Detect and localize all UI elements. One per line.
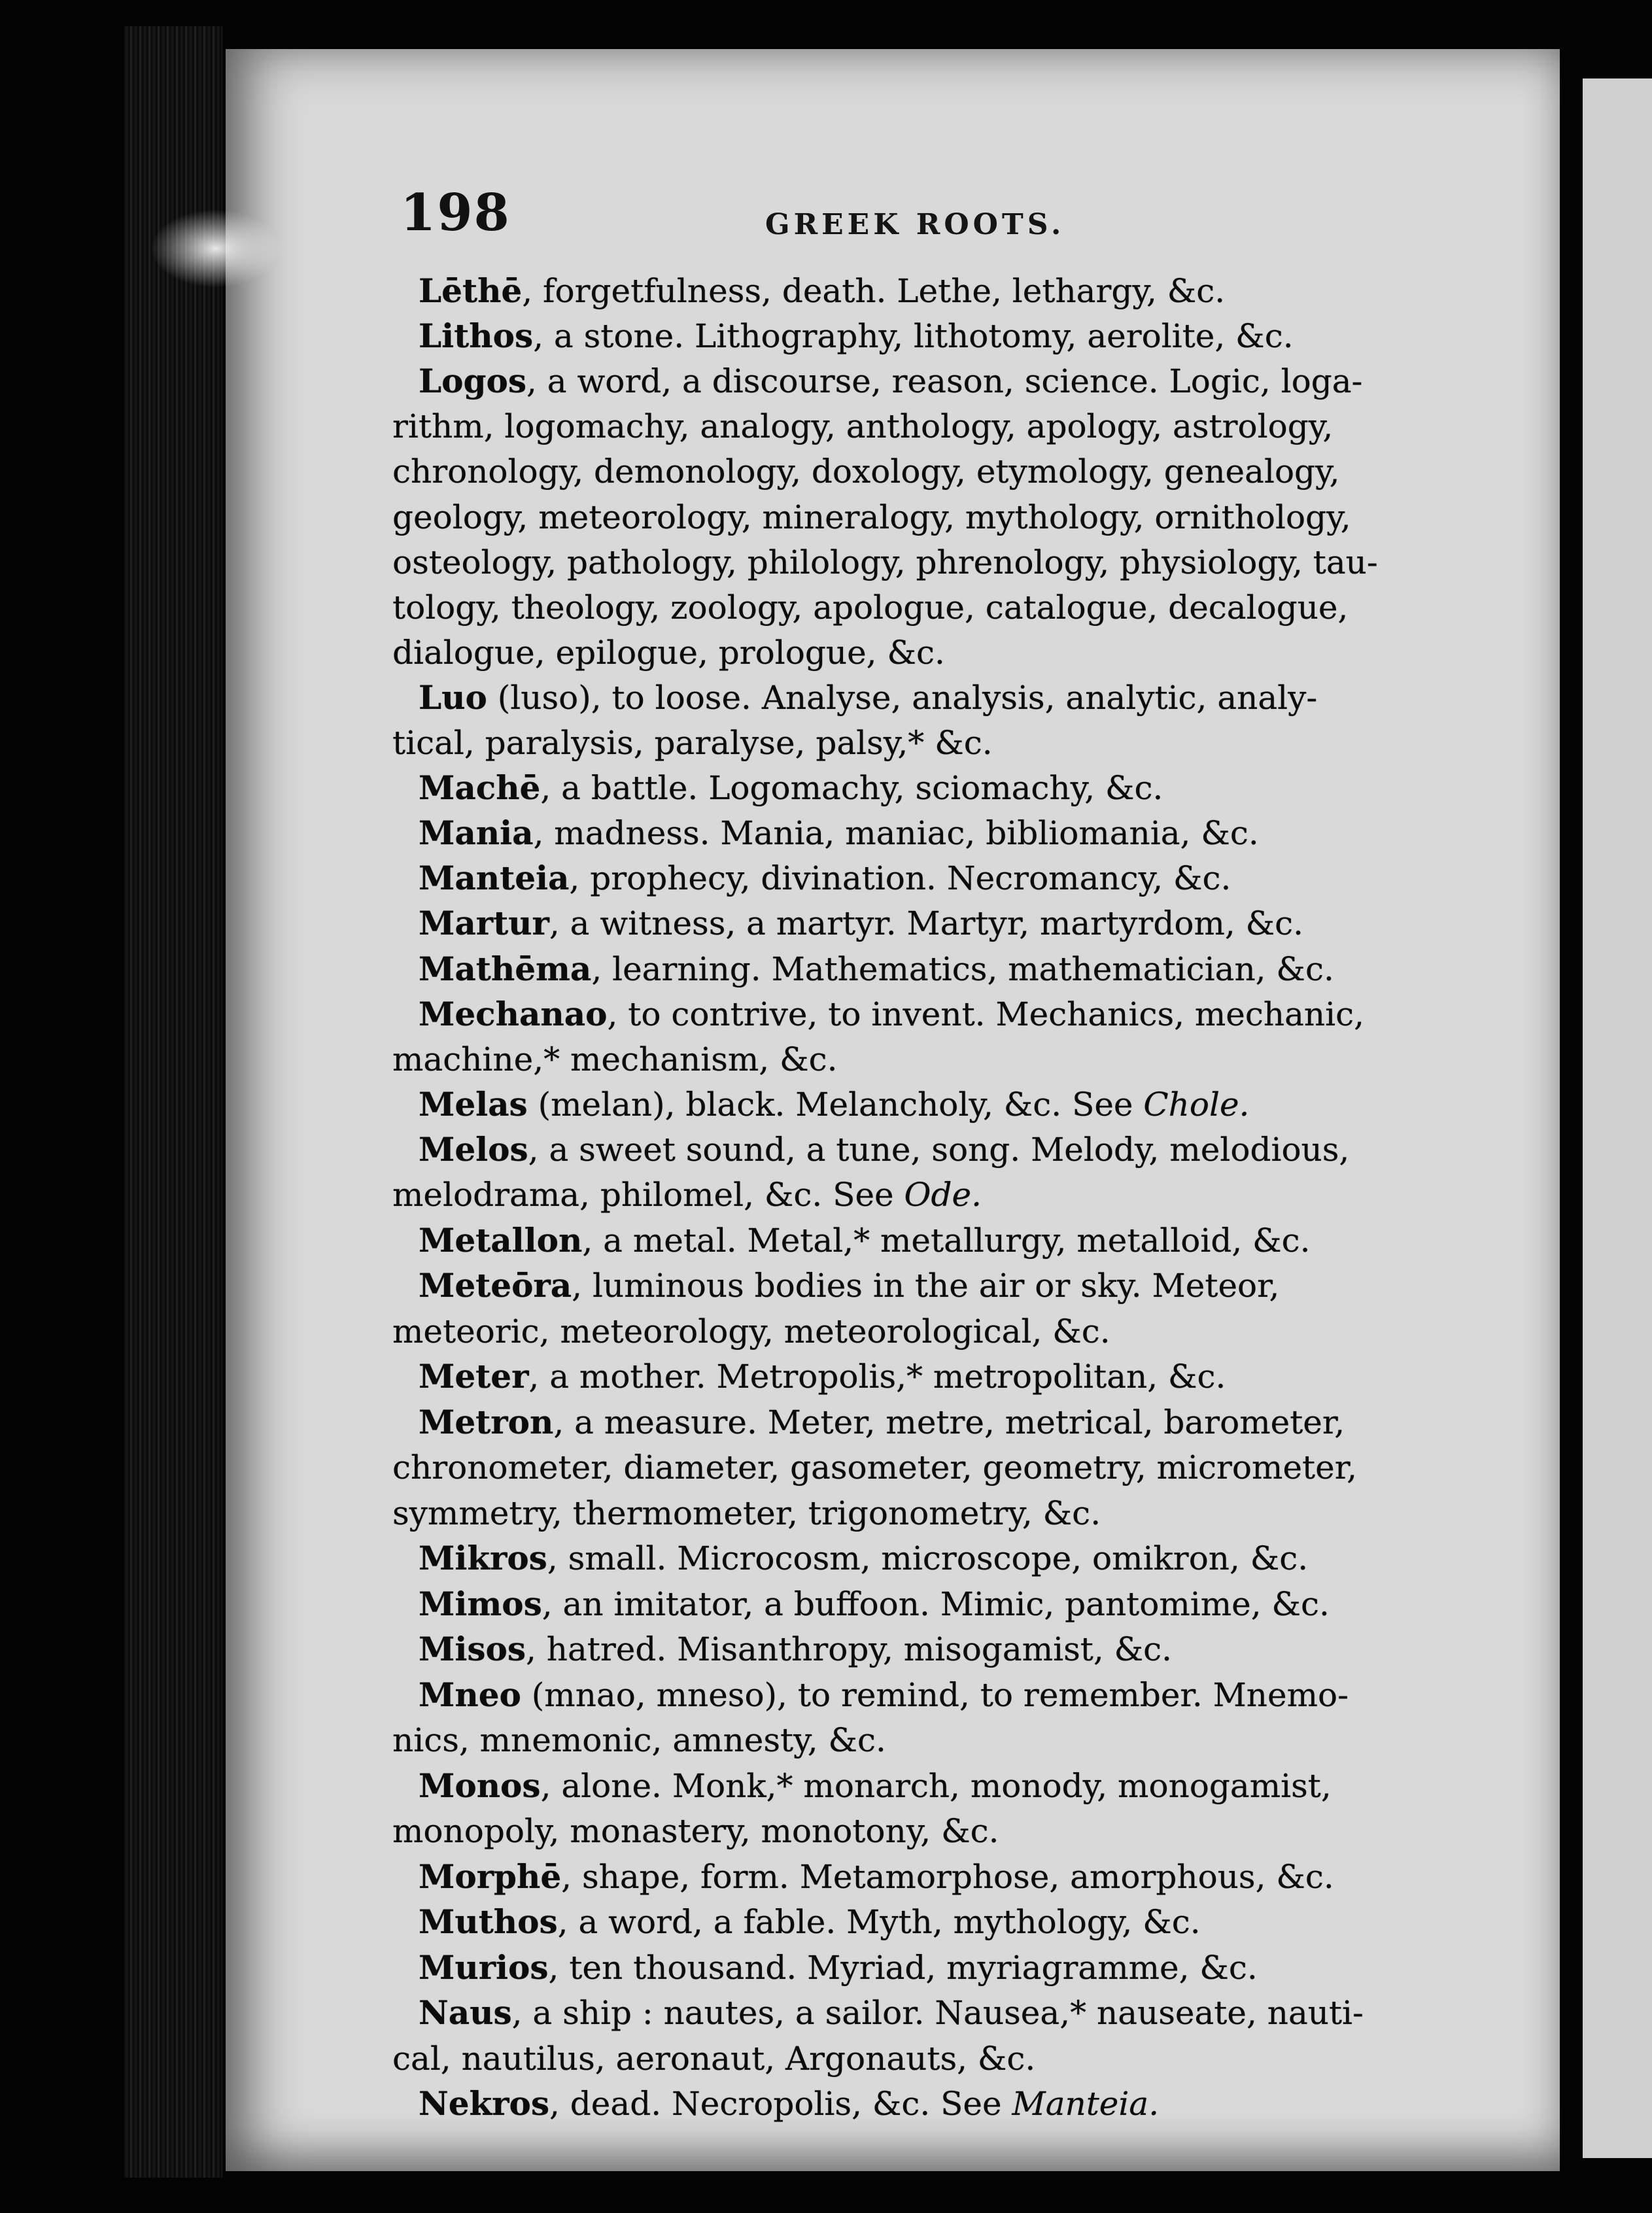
entry-first-line [419,317,1294,356]
greek-root-headword: Meteōra [419,1266,572,1305]
entry-text: , a mother. Metropolis,* metropolitan, &c. [528,1358,1226,1396]
entry-continuation-line [392,1494,1101,1532]
entry-first-line [419,1357,1226,1396]
entry-first-line [419,1902,1201,1941]
entry-text: , learning. Mathematics, mathematician, &c. [591,950,1334,988]
entry-first-line [419,1084,1250,1124]
greek-root-headword: Melas [419,1084,528,1124]
entry-text: machine,* mechanism, &c. [392,1040,838,1078]
greek-root-headword: Lēthē [419,271,523,310]
entry-text: , a battle. Logomachy, sciomachy, &c. [540,769,1163,808]
entry-continuation-line [392,633,945,672]
page-number: 198 [400,183,511,243]
greek-root-headword: Manteia [419,859,570,898]
entry-first-line [419,1857,1334,1896]
entry-first-line [419,1993,1364,2032]
greek-root-headword: Murios [419,1947,549,1987]
entry-text: rithm, logomachy, analogy, anthology, apology, astrology, [392,407,1334,446]
greek-root-headword: Metallon [419,1220,583,1260]
entry-text: (luso), to loose. Analyse, analysis, analytic, analy- [487,678,1318,717]
entry-first-line [419,1266,1280,1305]
entry-text: osteology, pathology, philology, phrenology, physiology, tau- [392,543,1378,581]
entry-text: , a word, a discourse, reason, science. Logic, loga- [526,362,1363,401]
entry-text: (mnao, mneso), to remind, to remember. Mnemo- [521,1675,1349,1714]
entry-first-line [419,1584,1330,1623]
cross-reference: Chole. [1143,1085,1250,1124]
greek-root-headword: Luo [419,678,487,717]
entry-text: , dead. Necropolis, &c. See [549,2085,1012,2123]
entry-first-line [419,949,1334,988]
greek-root-headword: Mechanao [419,994,608,1033]
greek-root-headword: Metron [419,1402,554,1441]
entry-text: monopoly, monastery, monotony, &c. [392,1812,999,1850]
entry-continuation-line [392,1721,886,1759]
entry-first-line [419,1630,1173,1668]
entry-continuation-line [392,498,1351,536]
entry-text: meteoric, meteorology, meteorological, &c. [392,1312,1110,1350]
entry-continuation-line [392,543,1378,581]
entry-first-line [419,1675,1349,1714]
greek-root-headword: Mneo [419,1675,521,1714]
entry-first-line [419,1947,1258,1987]
greek-root-headword: Machē [419,768,541,808]
entry-text: tology, theology, zoology, apologue, catalogue, decalogue, [392,588,1349,626]
entry-text: , a stone. Lithography, lithotomy, aerolite, &c. [533,317,1294,356]
entry-text: (melan), black. Melancholy, &c. See [527,1085,1144,1124]
entry-text: , a measure. Meter, metre, metrical, barometer, [553,1403,1345,1441]
entry-text: , shape, form. Metamorphose, amorphous, &c. [561,1857,1334,1896]
entry-first-line [419,1220,1311,1260]
greek-root-headword: Mania [419,814,534,853]
entry-continuation-line [392,724,993,762]
entry-continuation-line [392,2039,1036,2078]
entry-first-line [419,2084,1160,2123]
entry-continuation-line [392,453,1340,491]
cross-reference: Ode. [904,1176,982,1214]
entry-text: , a word, a fable. Myth, mythology, &c. [557,1903,1201,1941]
entry-text: , forgetfulness, death. Lethe, lethargy, &c. [522,272,1226,310]
greek-root-headword: Misos [419,1630,526,1668]
entry-first-line [419,814,1259,853]
entry-text: , a witness, a martyr. Martyr, martyrdom, &c. [549,904,1304,943]
entry-text: , prophecy, divination. Necromancy, &c. [569,859,1231,898]
entry-continuation-line [392,1040,838,1078]
entry-text: , to contrive, to invent. Mechanics, mechanic, [607,995,1364,1033]
entry-continuation-line [392,1812,999,1850]
greek-root-headword: Meter [419,1357,529,1396]
greek-root-headword: Morphē [419,1857,562,1896]
entry-text: , madness. Mania, maniac, bibliomania, &c. [533,814,1259,853]
entry-first-line [419,271,1226,310]
entry-text: cal, nautilus, aeronaut, Argonauts, &c. [392,2039,1036,2078]
entry-text: , luminous bodies in the air or sky. Meteor, [572,1267,1280,1305]
greek-root-headword: Lithos [419,317,534,356]
entry-text: tical, paralysis, paralyse, palsy,* &c. [392,724,993,762]
cross-reference: Manteia. [1012,2085,1160,2123]
entry-text: melodrama, philomel, &c. See [392,1176,904,1214]
entry-text: dialogue, epilogue, prologue, &c. [392,633,945,672]
entry-first-line [419,678,1318,717]
greek-root-headword: Logos [419,362,526,401]
entry-text: geology, meteorology, mineralogy, mythology, ornithology, [392,498,1351,536]
entry-first-line [419,859,1231,898]
entry-first-line [419,994,1364,1033]
entry-text: , a sweet sound, a tune, song. Melody, melodious, [528,1130,1350,1169]
entry-text: , small. Microcosm, microscope, omikron, &c. [547,1539,1309,1577]
greek-root-headword: Muthos [419,1902,558,1941]
entry-continuation-line [392,1312,1110,1350]
entry-text: , a metal. Metal,* metallurgy, metalloid, &c. [582,1221,1311,1260]
greek-root-headword: Nekros [419,2084,549,2123]
entry-continuation-line [392,588,1349,626]
entry-continuation-line [392,1451,1357,1484]
greek-root-headword: Melos [419,1129,528,1169]
greek-root-headword: Mathēma [419,949,592,988]
entry-first-line [419,1766,1332,1805]
scan-glare [150,209,281,288]
entry-text: , an imitator, a buffoon. Mimic, pantomime, &c. [542,1585,1330,1623]
entry-text: nics, mnemonic, amnesty, &c. [392,1721,886,1759]
entry-continuation-line [392,407,1334,446]
greek-root-headword: Mimos [419,1584,542,1623]
greek-root-headword: Naus [419,1993,512,2032]
entry-first-line [419,362,1363,401]
greek-root-headword: Monos [419,1766,541,1805]
entry-first-line [419,904,1304,943]
entry-text: , alone. Monk,* monarch, monody, monogamist, [540,1766,1332,1805]
entry-first-line [419,768,1163,808]
entry-text: , hatred. Misanthropy, misogamist, &c. [526,1630,1173,1668]
greek-root-headword: Mikros [419,1539,547,1577]
entry-first-line [419,1129,1350,1169]
entry-text: , ten thousand. Myriad, myriagramme, &c. [548,1948,1258,1987]
entry-text: symmetry, thermometer, trigonometry, &c. [392,1494,1101,1532]
entry-text: , a ship : nautes, a sailor. Nausea,* nauseate, nauti- [511,1994,1364,2032]
facing-page-edge [1583,78,1652,2158]
entry-text: chronology, demonology, doxology, etymology, genealogy, [392,453,1340,491]
entry-first-line [419,1539,1309,1577]
entry-continuation-line [392,1176,982,1214]
entry-text: chronometer, diameter, gasometer, geometry, micrometer, [392,1449,1358,1486]
book-binding-edge [124,26,222,2178]
greek-root-headword: Martur [419,904,549,943]
entry-first-line [419,1402,1345,1441]
running-head: GREEK ROOTS. [765,208,1065,241]
